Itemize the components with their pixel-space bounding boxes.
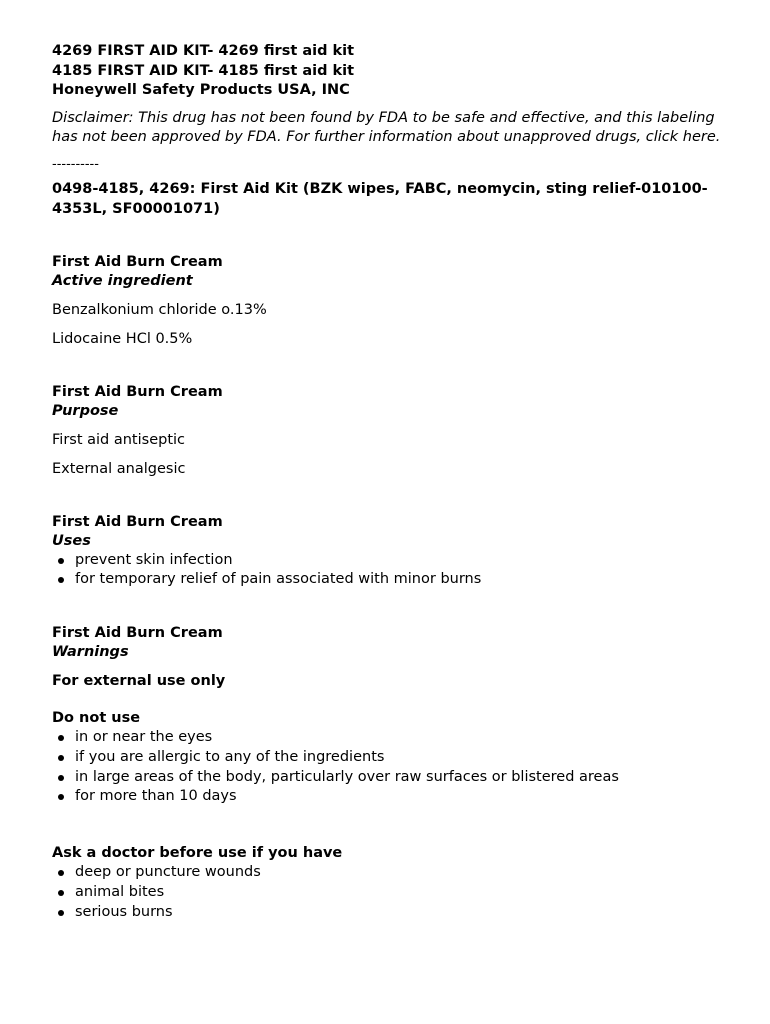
section-product-name: First Aid Burn Cream bbox=[52, 253, 223, 270]
drug-label-document bbox=[52, 42, 732, 923]
ingredient-item: Lidocaine HCl 0.5% bbox=[52, 330, 193, 347]
list-item: for temporary relief of pain associated with minor burns bbox=[52, 570, 732, 590]
ask-doctor-list bbox=[52, 863, 732, 922]
list-item: if you are allergic to any of the ingredients bbox=[52, 748, 732, 768]
list-item: in large areas of the body, particularly over raw surfaces or blistered areas bbox=[52, 768, 732, 788]
section-heading: Warnings bbox=[52, 644, 129, 661]
list-item: prevent skin infection bbox=[52, 551, 732, 571]
section-warnings bbox=[52, 624, 732, 923]
manufacturer-name: Honeywell Safety Products USA, INC bbox=[52, 82, 350, 98]
kit-title: 0498-4185, 4269: First Aid Kit (BZK wipes, FABC, neomycin, sting relief-010100-4353L, SF00001071) bbox=[52, 180, 708, 217]
section-product-name: First Aid Burn Cream bbox=[52, 383, 223, 400]
do-not-use-title: Do not use bbox=[52, 710, 141, 727]
do-not-use-list bbox=[52, 728, 732, 807]
section-heading: Active ingredient bbox=[52, 272, 193, 289]
section-product-name: First Aid Burn Cream bbox=[52, 513, 223, 530]
purpose-item: First aid antiseptic bbox=[52, 431, 186, 448]
document-header bbox=[52, 42, 732, 101]
separator-line: ---------- bbox=[52, 156, 99, 172]
section-product-name: First Aid Burn Cream bbox=[52, 625, 223, 642]
uses-list bbox=[52, 551, 732, 591]
section-heading: Uses bbox=[52, 532, 91, 549]
fda-disclaimer: Disclaimer: This drug has not been found by FDA to be safe and effective, and this labeling has not been approved by FDA. For further information about unapproved drugs, click here. bbox=[52, 109, 721, 145]
product-title-4185: 4185 FIRST AID KIT- 4185 first aid kit bbox=[52, 62, 355, 79]
section-heading: Purpose bbox=[52, 402, 119, 419]
section-purpose bbox=[52, 383, 732, 479]
product-title-4269: 4269 FIRST AID KIT- 4269 first aid kit bbox=[52, 43, 355, 59]
list-item: in or near the eyes bbox=[52, 728, 732, 748]
section-active-ingredient bbox=[52, 253, 732, 349]
ask-doctor-title: Ask a doctor before use if you have bbox=[52, 845, 343, 862]
list-item: for more than 10 days bbox=[52, 787, 732, 807]
ingredient-item: Benzalkonium chloride o.13% bbox=[52, 301, 267, 318]
list-item: serious burns bbox=[52, 903, 732, 923]
section-uses bbox=[52, 513, 732, 591]
list-item: deep or puncture wounds bbox=[52, 863, 732, 883]
purpose-item: External analgesic bbox=[52, 460, 186, 477]
external-use-warning: For external use only bbox=[52, 673, 226, 690]
list-item: animal bites bbox=[52, 883, 732, 903]
